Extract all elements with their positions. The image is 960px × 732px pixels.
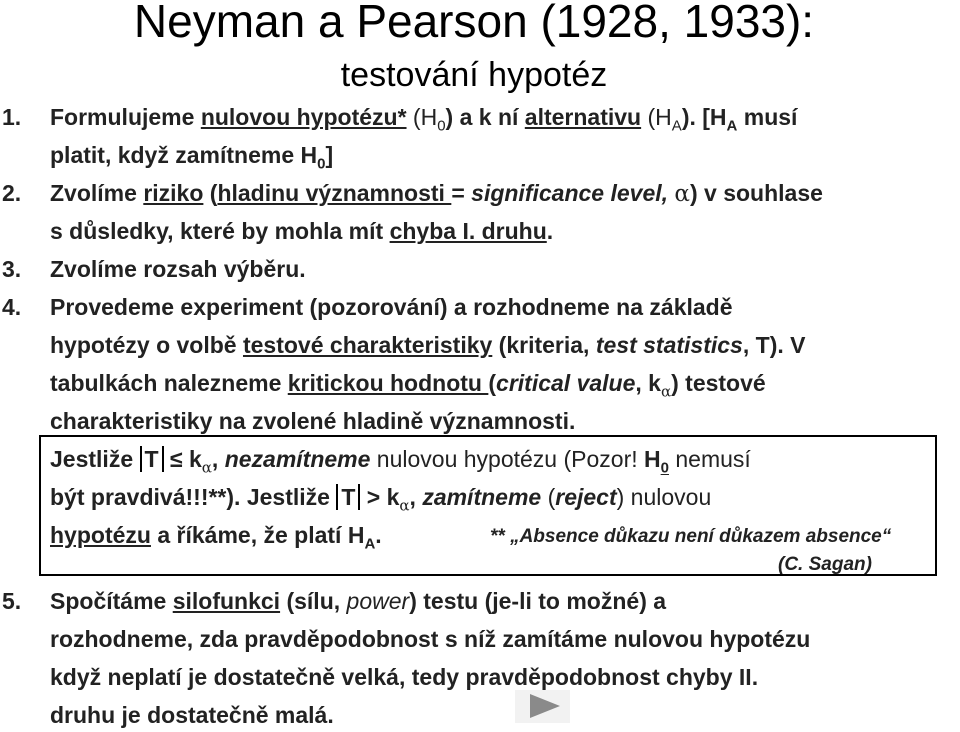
item-text: Spočítáme silofunkci (sílu, power) testu (je-li to možné) a (50, 588, 667, 614)
test-statistic-term: testové charakteristiky (242, 332, 493, 358)
item-text: charakteristiky na zvolené hladině významnosti. (50, 408, 576, 434)
item-text: platit, když zamítneme $H_0$] (50, 142, 334, 173)
not-reject-term: nezamítneme (224, 446, 371, 472)
play-icon[interactable] (530, 694, 560, 718)
item-text: Zvolíme rozsah výběru. (50, 256, 306, 282)
item-text: Formulujeme nulovou hypotézu* $(H_0)$ a k ní alternativu $(H_A)$. [$H_A$ musí (50, 104, 798, 135)
item-text: když neplatí je dostatečně velká, tedy pravděpodobnost chyby II. (50, 664, 759, 690)
sagan-attribution: (C. Sagan) (778, 554, 872, 575)
sagan-quote: ** „Absence důkazu není důkazem absence“ (490, 526, 892, 547)
item-number: 3. (2, 256, 22, 282)
item-text: s důsledky, které by mohla mít chyba I. druhu. (50, 218, 554, 244)
item-text: hypotézy o volbě testové charakteristiky (kriteria, test statistics, T). V (50, 332, 806, 358)
box-text: Jestliže $T \le k_\alpha$, nezamítneme nulovou hypotézu (Pozor! $H_0$ nemusí (50, 446, 751, 477)
item-number: 5. (2, 588, 22, 614)
null-hypothesis-term: nulovou hypotézu* (200, 104, 407, 130)
item-text: rozhodneme, zda pravděpodobnost s níž zamítáme nulovou hypotézu (50, 626, 811, 652)
slide-title: Neyman a Pearson (1928, 1933): (133, 0, 815, 47)
item-text: tabulkách nalezneme kritickou hodnotu (critical value, $k_\alpha$) testové (50, 370, 766, 401)
item-number: 2. (2, 180, 22, 206)
power-function-term: silofunkci (172, 588, 281, 614)
box-text: být pravdivá!!!**). Jestliže $T > k_\alpha$, zamítneme (reject) nulovou (50, 484, 712, 515)
risk-term: riziko (143, 180, 204, 206)
alternative-term: alternativu (524, 104, 642, 130)
critical-value-term: kritickou hodnotu (287, 370, 489, 396)
slide-subtitle: testování hypotéz (340, 56, 608, 94)
item-text: druhu je dostatečně malá. (50, 702, 334, 728)
item-text: Zvolíme riziko (hladinu významnosti = significance level, α) v souhlase (50, 180, 823, 207)
item-text: Provedeme experiment (pozorování) a rozhodneme na základě (50, 294, 733, 320)
significance-term: hladinu významnosti (217, 180, 452, 206)
item-number: 1. (2, 104, 22, 130)
type-i-error-term: chyba I. druhu (389, 218, 547, 244)
item-number: 4. (2, 294, 22, 320)
box-text: hypotézu a říkáme, že platí $H_A$. (50, 522, 382, 553)
reject-term: zamítneme (422, 484, 542, 510)
